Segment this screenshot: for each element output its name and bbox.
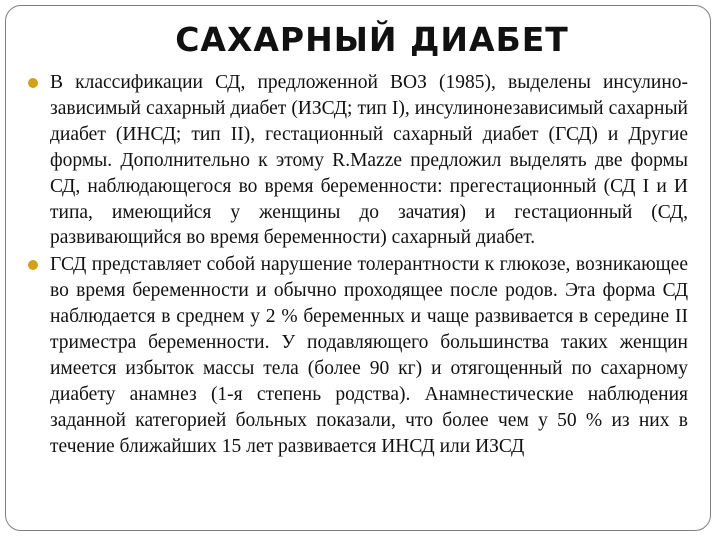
bullet-text-1: В классификации СД, предложенной ВОЗ (1985), выделены инсулино-зависимый сахарный диабет (ИЗСД; тип I), инсулинонезависимый сахарный диабет (ИНСД; тип II), гестационный сахарный диабет (ГСД) и Другие формы. Дополнительно к этому R.Mazze предложил выделять две формы СД, наблюдающегося во время беременности: прегестационный (СД I и И типа, имеющийся у женщины до зачатия) и гестационный (СД, развивающийся во время беременности) сахарный диабет.: [50, 72, 688, 249]
bullet-text-2: ГСД представляет собой нарушение толерантности к глюкозе, возникающее во время беременности и обычно проходящее после родов. Эта форма СД наблюдается в среднем у 2 % беременных и чаще развивается в середине II триместра беременности. У подавляющего большинства таких женщин имеется избыток массы тела (более 90 кг) и отягощенный по сахарному диабету анамнез (1-я степень родства). Анамнестические наблюдения заданной категорией больных показали, что более чем у 50 % из них в течение ближайших 15 лет развивается ИНСД или ИЗСД: [50, 254, 688, 457]
bullet-icon: [28, 78, 38, 88]
bullet-item-2: [28, 252, 688, 459]
slide-content: [28, 70, 688, 461]
bullet-icon: [28, 260, 38, 270]
bullet-item-1: [28, 70, 688, 251]
slide-frame: [5, 5, 711, 531]
slide-title: САХАРНЫЙ ДИАБЕТ: [175, 20, 569, 59]
